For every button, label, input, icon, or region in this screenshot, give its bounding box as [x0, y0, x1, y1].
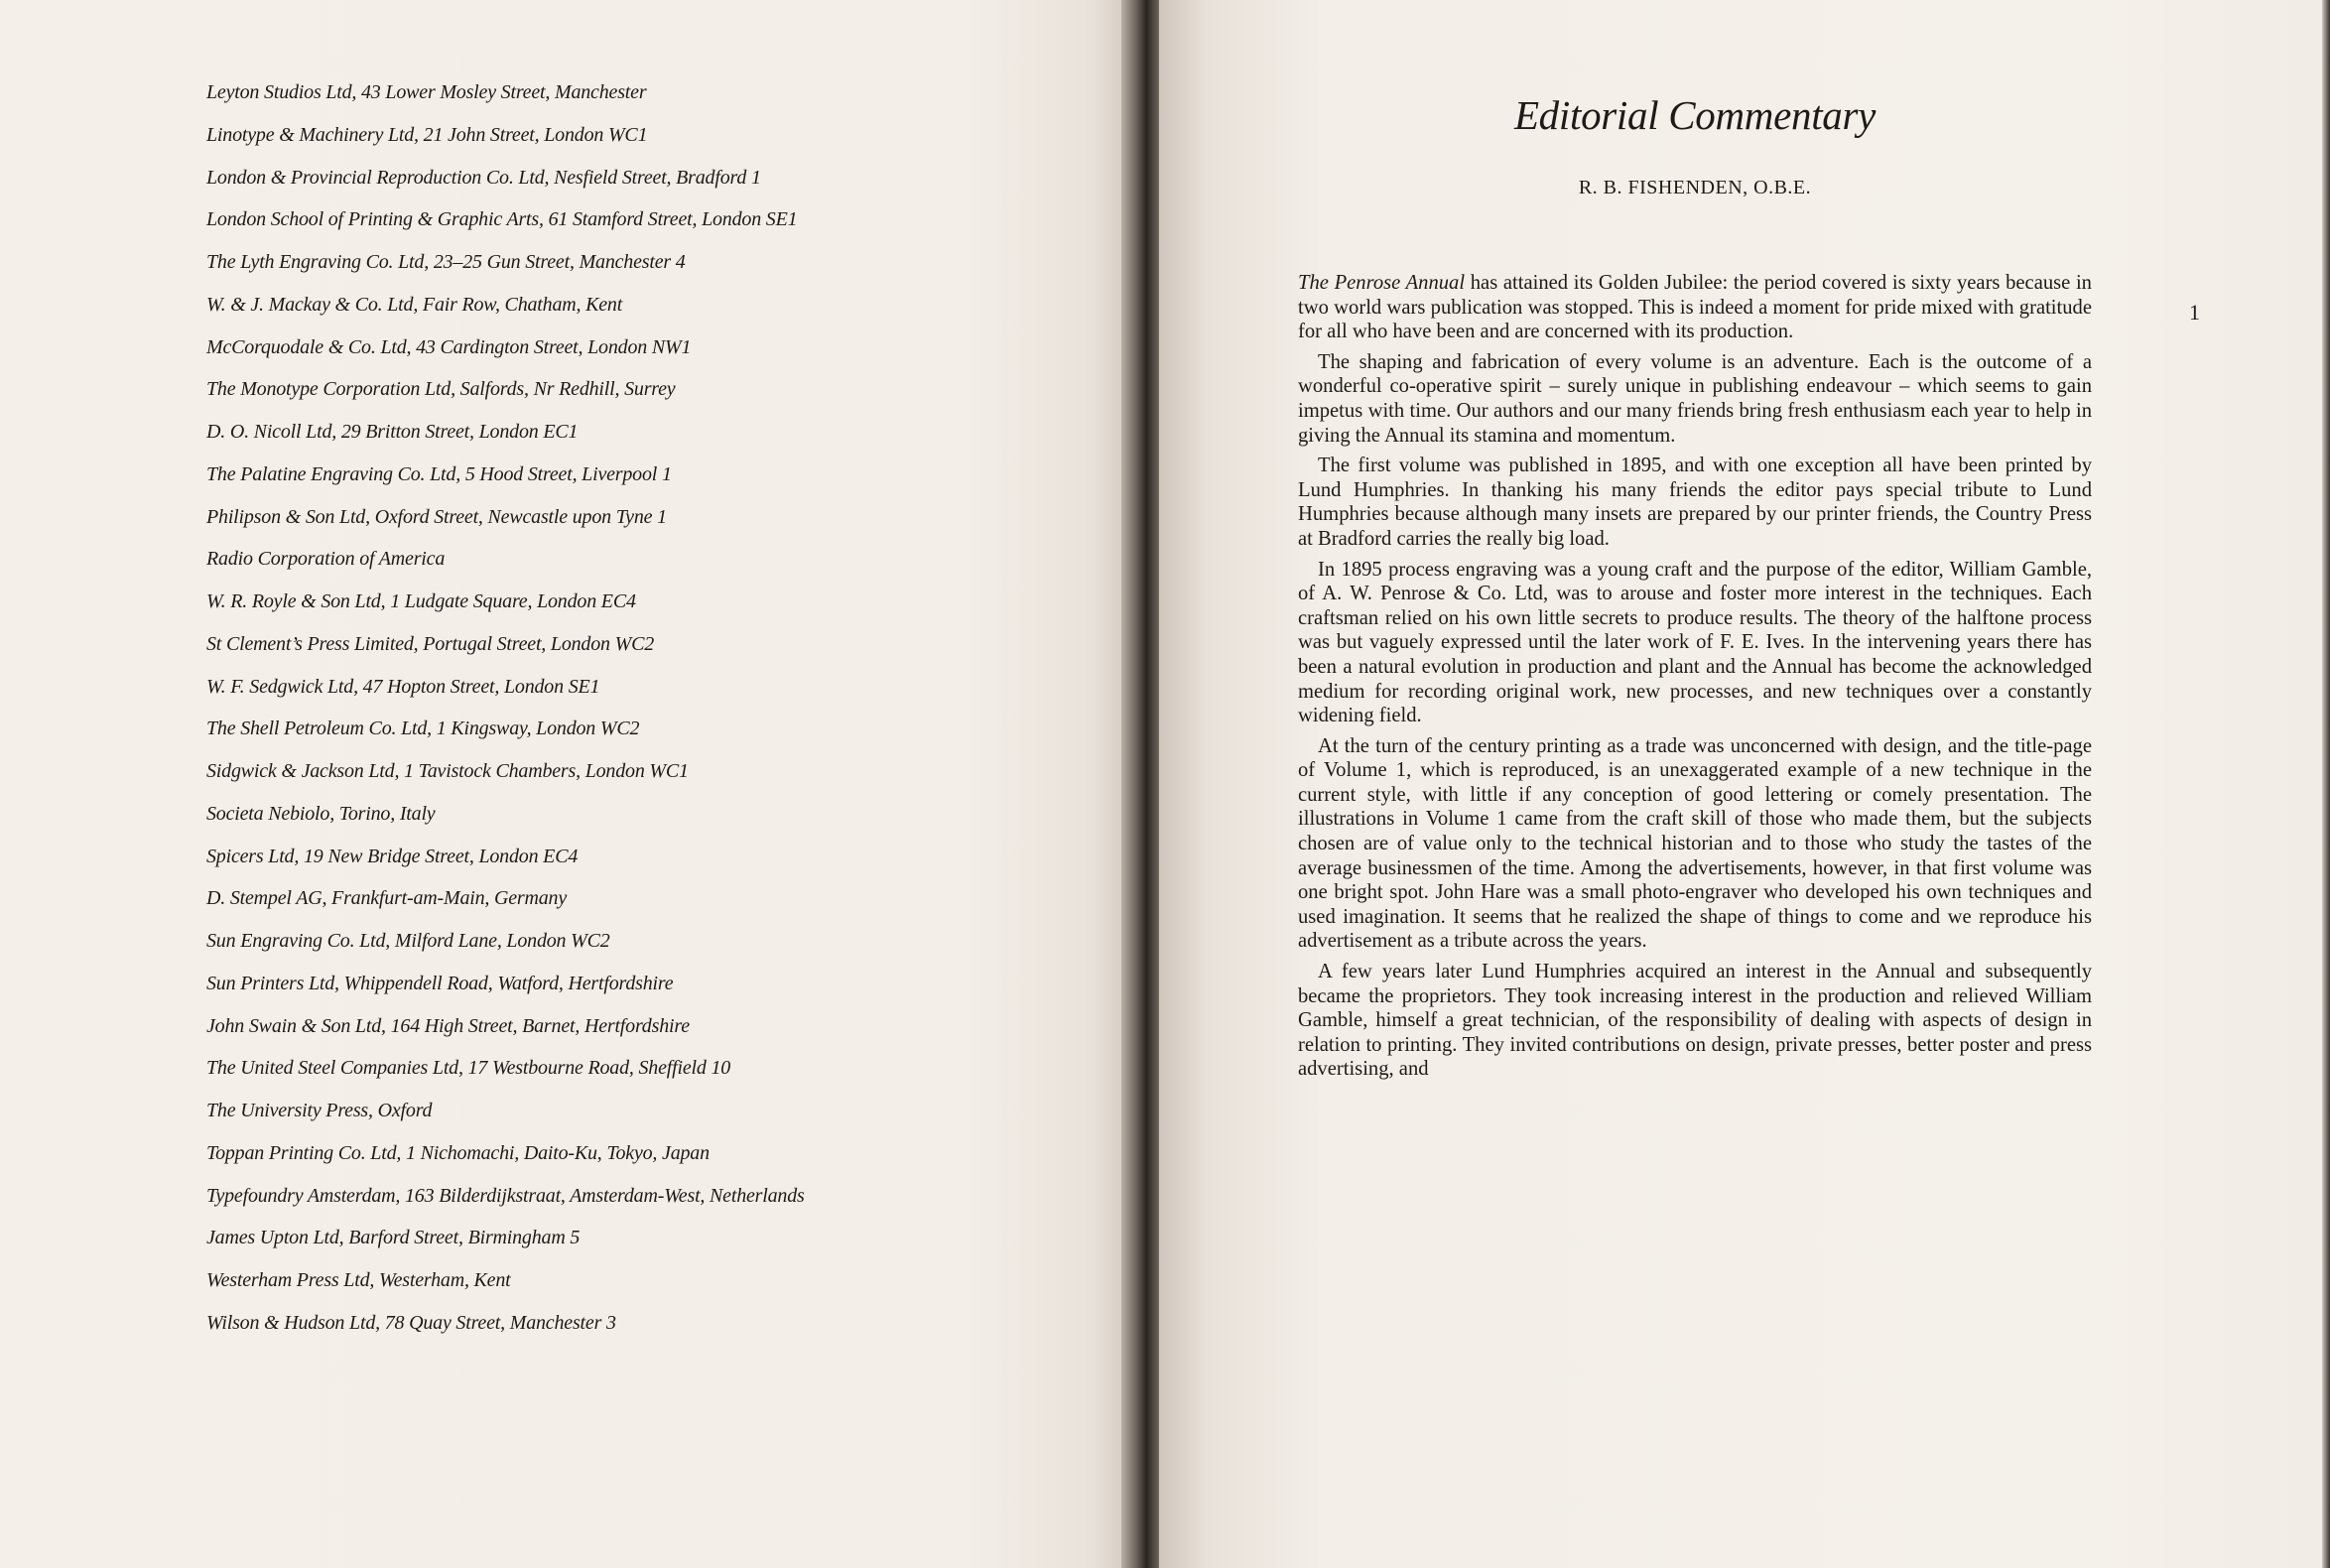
list-item: The Lyth Engraving Co. Ltd, 23–25 Gun Street, Manchester 4 [206, 251, 686, 273]
list-item: Societa Nebiolo, Torino, Italy [206, 802, 436, 825]
paragraph: In 1895 process engraving was a young craft and the purpose of the editor, William Gamble, of A. W. Penrose & Co. Ltd, was to arouse and foster more interest in the techniques. Each craftsman relied on his own little secrets to produce results. The theory of the halftone process was but vaguely expressed until the later work of F. E. Ives. In the intervening years there has been a natural evolution in production and plant and the Annual has become the acknowledged medium for recording original work, new processes, and new techniques over a constantly widening field. [1298, 558, 2092, 727]
list-item: Radio Corporation of America [206, 548, 446, 571]
list-item: D. Stempel AG, Frankfurt-am-Main, Germany [206, 887, 568, 910]
list-item: The University Press, Oxford [206, 1100, 433, 1121]
list-item: John Swain & Son Ltd, 164 High Street, Barnet, Hertfordshire [206, 1014, 690, 1037]
list-item: W. F. Sedgwick Ltd, 47 Hopton Street, London SE1 [206, 675, 600, 698]
list-item: The Palatine Engraving Co. Ltd, 5 Hood Street, Liverpool 1 [206, 462, 672, 485]
list-item: The United Steel Companies Ltd, 17 Westbourne Road, Sheffield 10 [206, 1057, 731, 1080]
list-item: Typefoundry Amsterdam, 163 Bilderdijkstraat, Amsterdam-West, Netherlands [206, 1184, 805, 1207]
paragraph: The shaping and fabrication of every volume is an adventure. Each is the outcome of a wonderful co-operative spirit – surely unique in publishing endeavour – which seems to gain impetus with time. Our authors and our many friends bring fresh enthusiasm each year to help in giving the Annual its stamina and momentum. [1298, 350, 2092, 447]
paragraph: The first volume was published in 1895, and with one exception all have been printed by Lund Humphries. In thanking his many friends the editor pays special tribute to Lund Humphries because although many insets are prepared by our printer friends, the Country Press at Bradford carries the really big load. [1298, 455, 2092, 550]
paragraph-text: has attained its Golden Jubilee: the period covered is sixty years because in two world wars publication was stopped. This is indeed a moment for pride mixed with gratitude for all who have been and are concerned with its production. [1298, 272, 2092, 343]
list-item: Leyton Studios Ltd, 43 Lower Mosley Street, Manchester [206, 81, 647, 103]
list-item: St Clement’s Press Limited, Portugal Street, London WC2 [206, 632, 655, 655]
list-item: D. O. Nicoll Ltd, 29 Britton Street, London EC1 [206, 421, 579, 443]
page-edge [2322, 0, 2330, 1568]
paragraph: At the turn of the century printing as a trade was unconcerned with design, and the title-page of Volume 1, which is reproduced, is an unexaggerated example of a new technique in the current style, with little if any conception of good lettering or comely presentation. The illustrations in Volume 1 came from the craft skill of those who made them, but the subjects chosen are of value only to the technical historian and to those who study the tastes of the average businessmen of the time. Among the advertisements, however, in that first volume was one bright spot. John Hare was a small photo-engraver who developed his own techniques and used imagination. It seems that he realized the shape of things to come and we reproduce his advertisement as a tribute across the years. [1298, 734, 2092, 953]
publication-name: The Penrose Annual [1298, 272, 1466, 294]
paragraph [1298, 271, 2092, 344]
article-author: R. B. FISHENDEN, O.B.E. [1578, 177, 1812, 198]
paragraph: A few years later Lund Humphries acquired an interest in the Annual and subsequently became the proprietors. They took increasing interest in the production and relieved William Gamble, himself a great technician, of the responsibility of dealing with aspects of design in relation to printing. They invited contributions on design, private presses, better poster and press advertising, and [1298, 961, 2092, 1081]
list-item: W. & J. Mackay & Co. Ltd, Fair Row, Chatham, Kent [206, 293, 623, 316]
list-item: London School of Printing & Graphic Arts, 61 Stamford Street, London SE1 [206, 208, 798, 231]
list-item: London & Provincial Reproduction Co. Ltd, Nesfield Street, Bradford 1 [206, 166, 761, 189]
list-item: Philipson & Son Ltd, Oxford Street, Newcastle upon Tyne 1 [206, 505, 667, 528]
article-body [1298, 271, 2092, 1082]
article [1298, 91, 2092, 1082]
list-item: Linotype & Machinery Ltd, 21 John Street, London WC1 [206, 123, 648, 146]
list-item: Sidgwick & Jackson Ltd, 1 Tavistock Chambers, London WC1 [206, 760, 689, 782]
list-item: Westerham Press Ltd, Westerham, Kent [206, 1269, 511, 1291]
list-item: Wilson & Hudson Ltd, 78 Quay Street, Manchester 3 [206, 1311, 616, 1334]
left-page [0, 0, 1137, 1568]
list-item: Spicers Ltd, 19 New Bridge Street, London EC4 [206, 845, 579, 867]
list-item: Toppan Printing Co. Ltd, 1 Nichomachi, Daito-Ku, Tokyo, Japan [206, 1141, 710, 1164]
list-item: The Shell Petroleum Co. Ltd, 1 Kingsway, London WC2 [206, 718, 640, 740]
list-item: Sun Engraving Co. Ltd, Milford Lane, London WC2 [206, 930, 610, 952]
list-item: The Monotype Corporation Ltd, Salfords, Nr Redhill, Surrey [206, 378, 676, 401]
article-title: Editorial Commentary [1513, 92, 1877, 138]
list-item: McCorquodale & Co. Ltd, 43 Cardington Street, London NW1 [206, 335, 692, 358]
supplier-list [206, 71, 805, 1345]
list-item: W. R. Royle & Son Ltd, 1 Ludgate Square, London EC4 [206, 590, 636, 612]
list-item: James Upton Ltd, Barford Street, Birmingham 5 [206, 1227, 581, 1249]
list-item: Sun Printers Ltd, Whippendell Road, Watford, Hertfordshire [206, 972, 674, 994]
page-number: 1 [2189, 300, 2200, 325]
